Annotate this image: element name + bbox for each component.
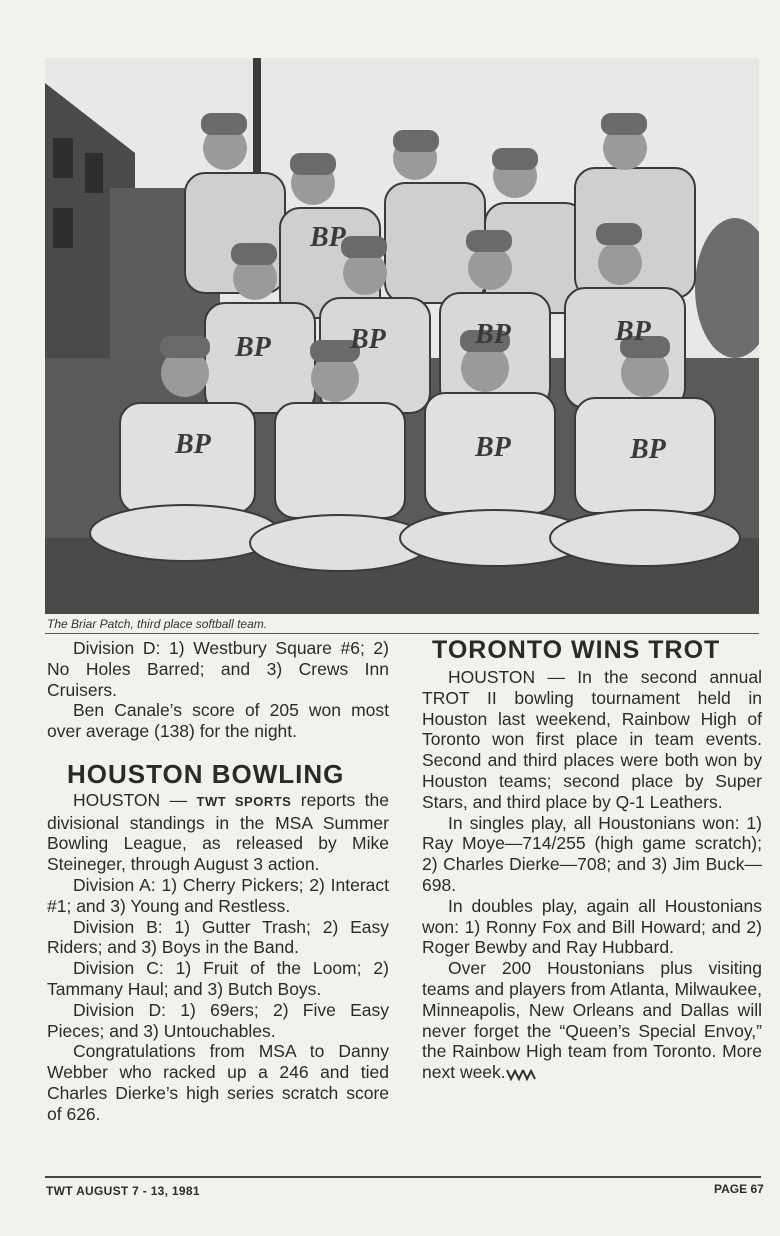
jersey-letters: BP [235, 332, 271, 363]
left-column [47, 638, 389, 1125]
twt-end-mark-icon [506, 1067, 536, 1081]
paragraph: Over 200 Houstonians plus visiting teams and players from Atlanta, Milwaukee, Minneapolis, New Orleans and Dallas will never forget the “Queen’s Special Envoy,” the Rainbow High team from Toronto. More next week. [422, 958, 762, 1083]
team-photo [45, 58, 759, 614]
jersey-letters: BP [615, 316, 651, 347]
paragraph: Ben Canale’s score of 205 won most over average (138) for the night. [47, 700, 389, 742]
paragraph: Division D: 1) 69ers; 2) Five Easy Pieces; and 3) Untouchables. [47, 999, 389, 1041]
jersey-letters: BP [310, 222, 346, 253]
jersey-letters: BP [475, 319, 511, 350]
paragraph: Division B: 1) Gutter Trash; 2) Easy Riders; and 3) Boys in the Band. [47, 916, 389, 958]
twt-sports-brand: TWT SPORTS [196, 793, 292, 809]
paragraph: Congratulations from MSA to Danny Webber who racked up a 246 and tied Charles Dierke’s high series scratch score of 626. [47, 1041, 389, 1124]
paragraph: HOUSTON — In the second annual TROT II bowling tournament held in Houston last weekend, Rainbow High of Toronto won first place in team events. Second and third places were both won by Houston teams; second place by Super Stars, and third place by Q-1 Leathers. [422, 667, 762, 812]
right-column [422, 667, 762, 1083]
paragraph: In singles play, all Houstonians won: 1) Ray Moye—714/255 (high game scratch); 2) Charles Dierke—708; and 3) Jim Buck—698. [422, 812, 762, 895]
paragraph: In doubles play, again all Houstonians won: 1) Ronny Fox and Bill Howard; and 2) Roger Bewby and Ray Hubbard. [422, 895, 762, 958]
jersey-letters: BP [350, 324, 386, 355]
page-number: PAGE 67 [714, 1182, 764, 1196]
headline-houston-bowling: HOUSTON BOWLING [67, 758, 345, 789]
photo-caption: The Briar Patch, third place softball team. [47, 617, 268, 631]
paragraph: Division C: 1) Fruit of the Loom; 2) Tammany Haul; and 3) Butch Boys. [47, 958, 389, 999]
paragraph: Division D: 1) Westbury Square #6; 2) No Holes Barred; and 3) Crews Inn Cruisers. [47, 638, 389, 700]
lead-paragraph: HOUSTON — TWT SPORTS reports the divisional standings in the MSA Summer Bowling League, as released by Mike Steineger, through August 3 action. [47, 789, 389, 875]
paragraph: Division A: 1) Cherry Pickers; 2) Interact #1; and 3) Young and Restless. [47, 874, 389, 916]
jersey-letters: BP [630, 434, 666, 465]
headline-toronto-wins-trot: TORONTO WINS TROT [432, 636, 721, 664]
footer-divider [45, 1176, 761, 1178]
divider [45, 633, 759, 634]
jersey-letters: BP [475, 432, 511, 463]
jersey-letters: BP [175, 429, 211, 460]
issue-date: TWT AUGUST 7 - 13, 1981 [46, 1184, 200, 1198]
